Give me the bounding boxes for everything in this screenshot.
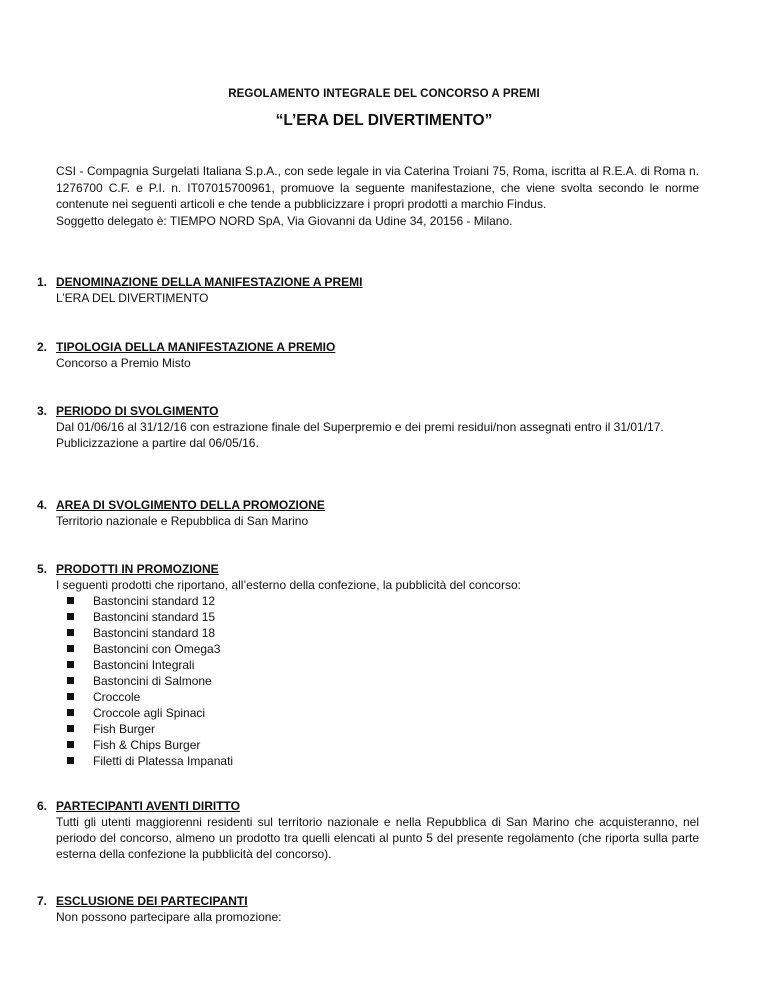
list-item: Croccole [56,689,699,705]
intro-paragraph: CSI - Compagnia Surgelati Italiana S.p.A., con sede legale in via Caterina Troiani 75, Roma, iscritta al R.E.A. di Roma n. 1276700 C.F. e P.I. n. IT07015700961, promuove la seguente manifestazione, che viene svolta secondo le norme contenute nei seguenti articoli e che tende a pubblicizzare i propri prodotti a marchio Findus. [56,164,699,211]
section-heading [37,339,335,355]
intro-block [56,163,699,229]
section-title: PRODOTTI IN PROMOZIONE [56,562,219,576]
section-body [56,290,699,306]
section-text: Dal 01/06/16 al 31/12/16 con estrazione finale del Superpremio e dei premi residui/non assegnati entro il 31/01/17. [56,420,664,434]
section-number: 6. [37,799,48,813]
bullet-square-icon [67,677,74,684]
bullet-square-icon [67,757,74,764]
section-heading [37,893,248,909]
section-number: 4. [37,498,48,512]
list-item: Bastoncini standard 18 [56,625,699,641]
section-title: PARTECIPANTI AVENTI DIRITTO [56,799,241,813]
intro-delegate: Soggetto delegato è: TIEMPO NORD SpA, Via Giovanni da Udine 34, 20156 - Milano. [56,213,513,228]
section-body [56,513,699,529]
section-body [56,355,699,371]
section-body [56,577,699,769]
section-number: 3. [37,404,48,418]
section-text: Publicizzazione a partire dal 06/05/16. [56,436,259,450]
list-item: Bastoncini di Salmone [56,673,699,689]
section-number: 7. [37,894,48,908]
section-title: DENOMINAZIONE DELLA MANIFESTAZIONE A PREMI [56,275,363,289]
section-heading [37,403,218,419]
document-heading: REGOLAMENTO INTEGRALE DEL CONCORSO A PREMI [228,88,540,100]
section-title: AREA DI SVOLGIMENTO DELLA PROMOZIONE [56,498,325,512]
list-item: Fish Burger [56,721,699,737]
bullet-square-icon [67,725,74,732]
list-item: Bastoncini con Omega3 [56,641,699,657]
section-body [56,419,699,451]
section-text: I seguenti prodotti che riportano, all’esterno della confezione, la pubblicità del concorso: [56,578,521,592]
list-item: Croccole agli Spinaci [56,705,699,721]
list-item: Fish & Chips Burger [56,737,699,753]
section-heading [37,274,362,290]
section-heading [37,798,240,814]
bullet-square-icon [67,709,74,716]
section-text: Territorio nazionale e Repubblica di San Marino [56,514,309,528]
section-text: Concorso a Premio Misto [56,356,191,370]
section-title: ESCLUSIONE DEI PARTECIPANTI [56,894,248,908]
bullet-square-icon [67,693,74,700]
list-item: Bastoncini standard 12 [56,593,699,609]
section-number: 1. [37,275,48,289]
list-item: Filetti di Platessa Impanati [56,753,699,769]
section-text: L’ERA DEL DIVERTIMENTO [56,291,209,305]
section-number: 5. [37,562,48,576]
section-text: Non possono partecipare alla promozione: [56,910,282,924]
section-title: PERIODO DI SVOLGIMENTO [56,404,219,418]
section-heading [37,561,219,577]
bullet-square-icon [67,597,74,604]
bullet-square-icon [67,613,74,620]
section-text: Tutti gli utenti maggiorenni residenti sul territorio nazionale e nella Repubblica di San Marino che acquisteranno, nel periodo del concorso, almeno un prodotto tra quelli elencati al punto 5 del presente regolamento (che riporta sulla parte esterna della confezione la pubblicità del concorso). [56,815,699,861]
bullet-square-icon [67,645,74,652]
bullet-square-icon [67,629,74,636]
section-body [56,909,699,925]
list-item: Bastoncini Integrali [56,657,699,673]
list-item: Bastoncini standard 15 [56,609,699,625]
section-number: 2. [37,340,48,354]
section-body [56,814,699,862]
contest-title: “L’ERA DEL DIVERTIMENTO” [275,112,493,129]
bullet-square-icon [67,741,74,748]
bullet-square-icon [67,661,74,668]
section-title: TIPOLOGIA DELLA MANIFESTAZIONE A PREMIO [56,340,336,354]
product-list [56,593,699,769]
section-heading [37,497,325,513]
